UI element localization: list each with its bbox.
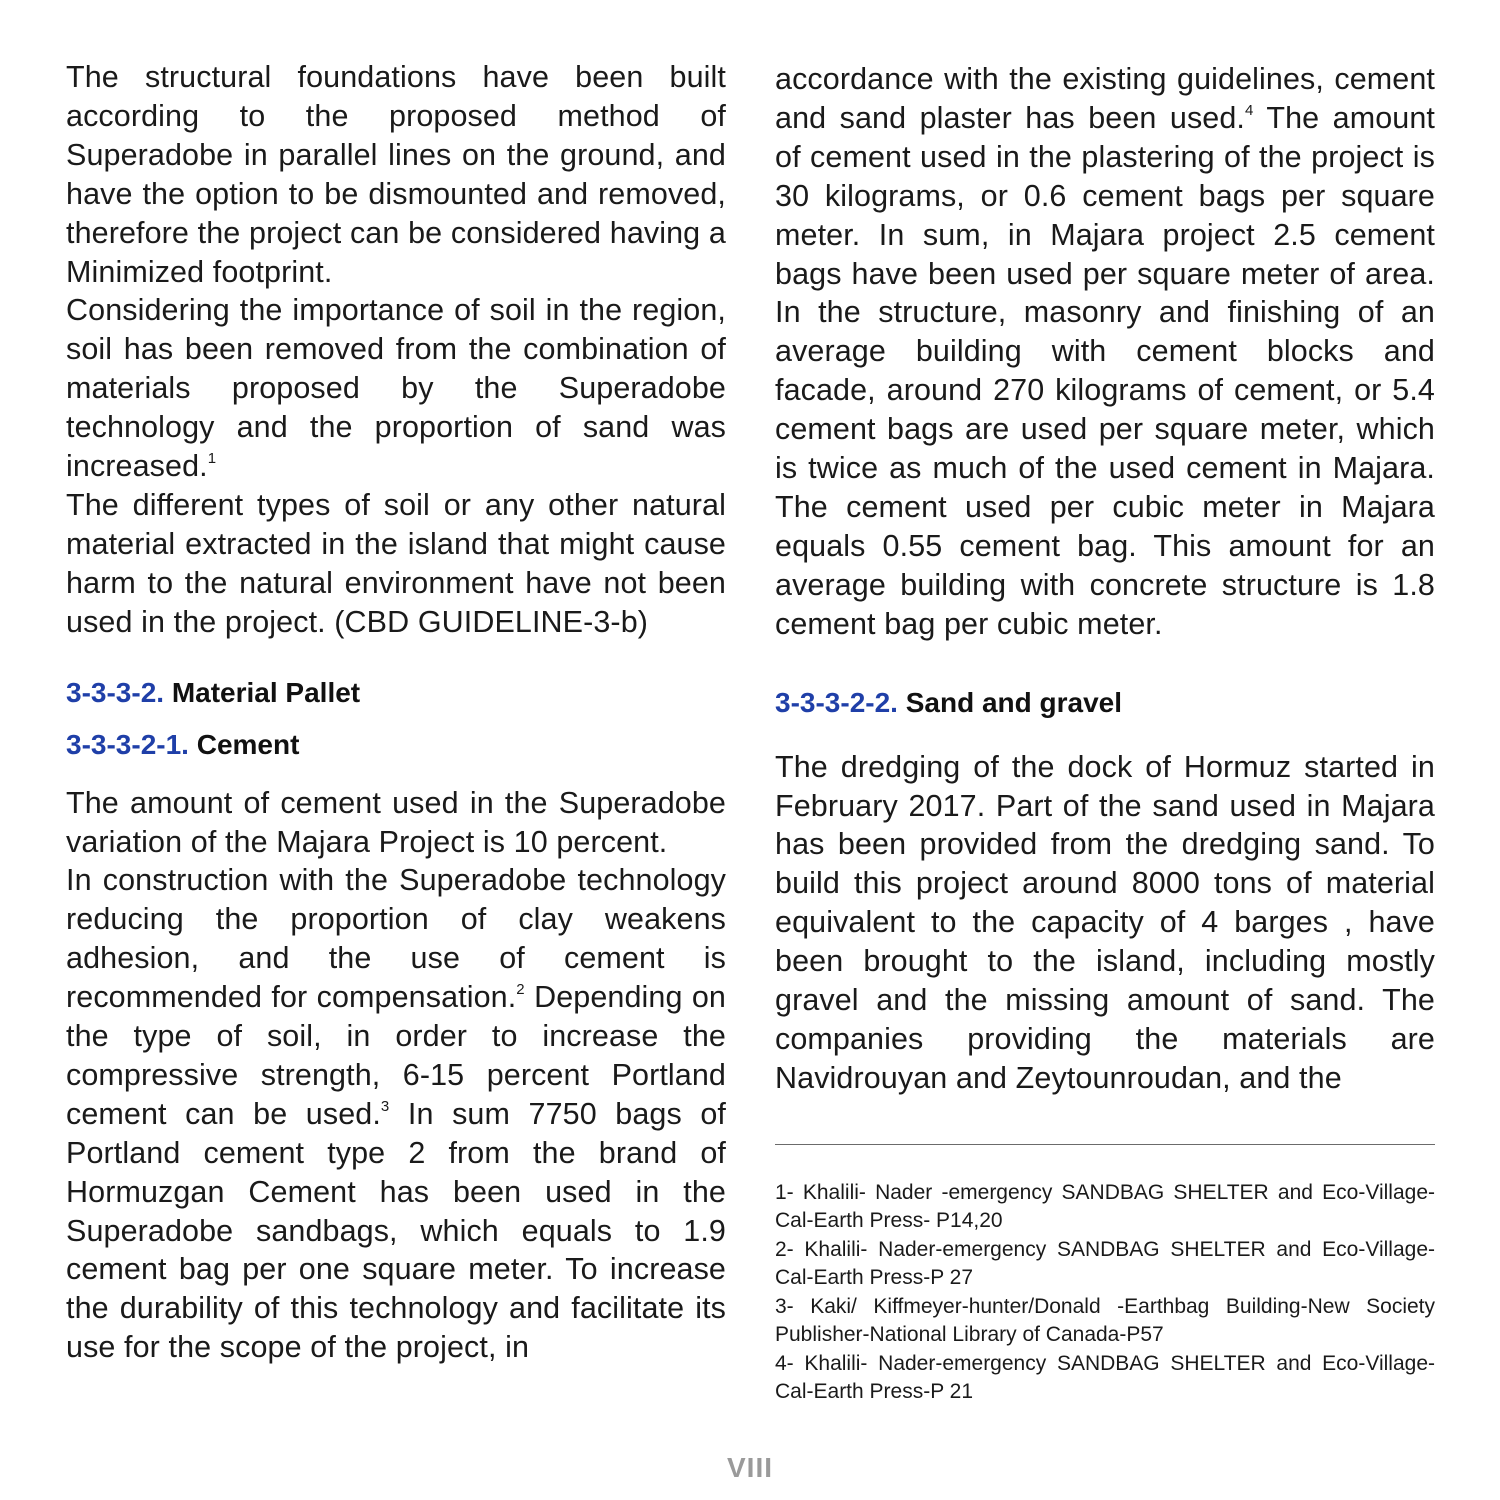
footnote-4: 4- Khalili- Nader-emergency SANDBAG SHELTER and Eco-Village-Cal-Earth Press-P 21 [775,1351,1435,1404]
heading-material-pallet-number: 3-3-3-2. [66,676,165,708]
heading-sand-gravel-title: Sand and gravel [905,686,1123,718]
heading-sand-gravel-number: 3-3-3-2-2. [775,686,898,718]
heading-cement [66,728,726,762]
heading-sand-gravel [775,686,1435,720]
footnote-2: 2- Khalili- Nader-emergency SANDBAG SHELTER and Eco-Village-Cal-Earth Press-P 27 [775,1237,1435,1290]
heading-material-pallet-title: Material Pallet [171,676,361,708]
paragraph-dredging: The dredging of the dock of Hormuz started in February 2017. Part of the sand used in Majara has been provided from the dredging sand. To build this project around 8000 tons of material equivalent to the capacity of 4 barges , have been brought to the island, including mostly gravel and the missing amount of sand. The companies providing the materials are Navidrouyan and Zeytounroudan, and the [775,749,1435,1095]
footnote-ref-1[interactable]: 1 [207,449,217,467]
left-column [66,58,726,1367]
footnote-ref-4[interactable]: 4 [1245,101,1254,119]
footnote-divider [775,1144,1435,1145]
paragraph-cement-amount: The amount of cement used in the Superadobe variation of the Majara Project is 10 percent. [66,785,726,859]
footnote-3: 3- Kaki/ Kiffmeyer-hunter/Donald -Earthbag Building-New Society Publisher-National Library of Canada-P57 [775,1294,1435,1347]
paragraph-plaster [775,60,1435,644]
paragraph-natural-material: The different types of soil or any other natural material extracted in the island that might cause harm to the natural environment have not been used in the project. (CBD GUIDELINE-3-b) [66,487,726,639]
right-column [775,60,1435,1407]
footnote-1: 1- Khalili- Nader -emergency SANDBAG SHELTER and Eco-Village- Cal-Earth Press- P14,20 [775,1180,1435,1233]
paragraph-cement-construction-a: In construction with the Superadobe technology reducing the proportion of clay weakens adhesion, and the use of cement is recommended for compensation. [66,863,726,1015]
heading-material-pallet [66,676,726,710]
paragraph-plaster-a: accordance with the existing guidelines, cement and sand plaster has been used. [775,62,1435,135]
paragraph-plaster-b: The amount of cement used in the plastering of the project is 30 kilograms, or 0.6 cement bags per square meter. In sum, in Majara project 2.5 cement bags have been used per square meter of area. In the structure, masonry and finishing of an average building with cement blocks and facade, around 270 kilograms of cement, or 5.4 cement bags are used per square meter, which is twice as much of the used cement in Majara. The cement used per cubic meter in Majara equals 0.55 cement bag. This amount for an average building with concrete structure is 1.8 cement bag per cubic meter. [775,100,1435,641]
paragraph-cement-construction [66,861,726,1367]
paragraph-foundations: The structural foundations have been built according to the proposed method of Superadobe in parallel lines on the ground, and have the option to be dismounted and removed, therefore the project can be considered having a Minimized footprint. [66,60,726,289]
heading-cement-title: Cement [196,728,300,760]
paragraph-soil-importance-text: Considering the importance of soil in the region, soil has been removed from the combination of materials proposed by the Superadobe technology and the proportion of sand was increased. [66,293,726,484]
footnote-ref-3[interactable]: 3 [380,1097,390,1115]
paragraph-cement-construction-b: Depending on the type of soil, in order to increase the compressive strength, 6-15 percent Portland cement can be used. [66,980,726,1131]
paragraph-soil-importance [66,291,726,486]
footnote-ref-2[interactable]: 2 [516,980,525,998]
heading-cement-number: 3-3-3-2-1. [66,728,189,760]
footnotes [775,1179,1435,1407]
page-number: VIII [726,1452,773,1483]
paragraph-cement-construction-c: In sum 7750 bags of Portland cement type 2 from the brand of Hormuzgan Cement has been used in the Superadobe sandbags, which equals to 1.9 cement bag per one square meter. To increase the durability of this technology and facilitate its use for the scope of the project, in [66,1096,726,1365]
